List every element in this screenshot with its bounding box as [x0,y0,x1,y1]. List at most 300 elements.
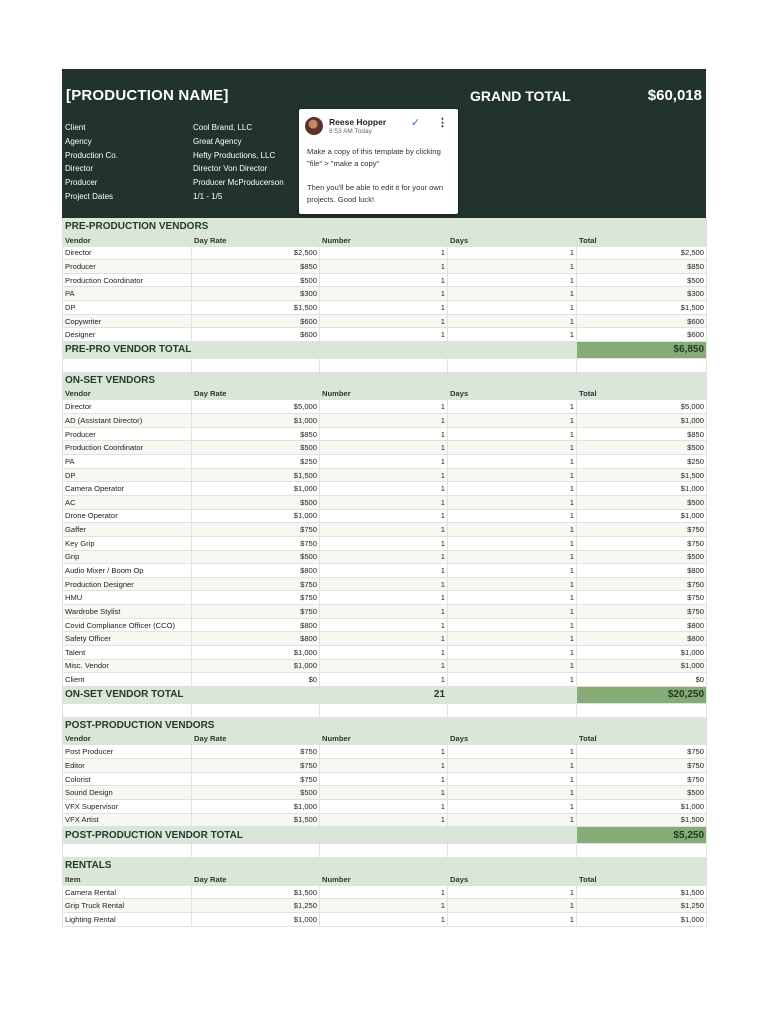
table-cell[interactable]: 1 [320,632,448,646]
info-value[interactable]: 1/1 - 1/5 [193,191,223,201]
comment-paragraph: Then you'll be able to edit it for your own projects. Good luck! [307,183,444,204]
info-row [65,149,284,163]
cell[interactable] [63,358,192,372]
table-cell[interactable]: 1 [448,759,577,773]
table-cell[interactable]: 1 [320,564,448,578]
section-header-row [63,717,707,733]
table-cell[interactable]: 1 [448,509,577,523]
table-cell[interactable]: 1 [448,536,577,550]
table-row [63,591,707,605]
table-cell[interactable]: Talent [63,646,192,660]
table-cell[interactable]: $500 [192,441,320,455]
table-cell[interactable]: 1 [320,482,448,496]
section-title[interactable]: POST-PRODUCTION VENDORS [63,717,320,733]
info-value[interactable]: Hefty Productions, LLC [193,150,276,160]
table-cell[interactable]: 1 [448,427,577,441]
info-row [65,190,284,204]
section-total-label[interactable]: POST-PRODUCTION VENDOR TOTAL [63,827,320,844]
table-cell[interactable]: $1,500 [577,301,707,315]
cell[interactable] [320,717,448,733]
table-cell[interactable]: 1 [320,523,448,537]
table-cell[interactable]: $1,000 [577,913,707,927]
table-cell[interactable]: Wardrobe Stylist [63,605,192,619]
column-header[interactable]: Vendor [63,234,192,246]
table-cell[interactable]: $750 [192,605,320,619]
resolve-check-icon[interactable]: ✓ [411,117,421,129]
column-header[interactable]: Day Rate [192,234,320,246]
table-row [63,495,707,509]
cell[interactable] [192,703,320,717]
production-title[interactable]: [PRODUCTION NAME] [66,87,229,104]
table-cell[interactable]: 1 [448,564,577,578]
table-cell[interactable]: $1,000 [577,646,707,660]
table-cell[interactable]: Key Grip [63,536,192,550]
cell[interactable] [448,827,577,844]
column-header[interactable]: Total [577,733,707,745]
table-cell[interactable]: 1 [448,550,577,564]
table-cell[interactable]: Director [63,400,192,414]
section-title[interactable]: PRE-PRODUCTION VENDORS [63,219,320,235]
column-header[interactable]: Item [63,873,192,885]
table-cell[interactable]: $750 [192,591,320,605]
table-cell[interactable]: $750 [577,772,707,786]
table-cell[interactable]: Copywriter [63,314,192,328]
table-row [63,536,707,550]
spacer-row [63,358,707,372]
table-cell[interactable]: $1,000 [192,482,320,496]
cell[interactable] [63,703,192,717]
column-header[interactable]: Days [448,234,577,246]
table-cell[interactable]: Grip [63,550,192,564]
table-cell[interactable]: $800 [577,618,707,632]
table-cell[interactable]: $1,500 [577,468,707,482]
table-cell[interactable]: 1 [448,605,577,619]
cell[interactable] [448,703,577,717]
table-cell[interactable]: 1 [448,899,577,913]
cell[interactable] [577,844,707,858]
table-cell[interactable]: 1 [448,745,577,759]
info-value[interactable]: Cool Brand, LLC [193,123,253,132]
column-header[interactable]: Day Rate [192,873,320,885]
table-cell[interactable]: Audio Mixer / Boom Op [63,564,192,578]
cell[interactable] [448,717,577,733]
table-cell[interactable]: 1 [448,523,577,537]
table-cell[interactable]: 1 [320,772,448,786]
table-cell[interactable]: $2,500 [577,246,707,260]
column-header[interactable]: Vendor [63,388,192,400]
table-cell[interactable]: VFX Artist [63,813,192,827]
table-cell[interactable]: 1 [320,260,448,274]
table-cell[interactable]: $750 [192,745,320,759]
table-cell[interactable]: 1 [448,913,577,927]
table-cell[interactable]: 1 [320,495,448,509]
table-cell[interactable]: $1,000 [192,509,320,523]
table-cell[interactable]: 1 [448,673,577,687]
table-cell[interactable]: 1 [320,301,448,315]
total-row [63,827,707,844]
grand-total-label[interactable]: GRAND TOTAL [470,88,571,104]
table-row [63,899,707,913]
table-cell[interactable]: $1,000 [192,414,320,428]
table-cell[interactable]: Misc. Vendor [63,659,192,673]
table-cell[interactable]: $750 [577,605,707,619]
table-cell[interactable]: 1 [448,482,577,496]
table-cell[interactable]: $250 [577,455,707,469]
table-cell[interactable]: $500 [192,273,320,287]
table-cell[interactable]: 1 [448,455,577,469]
column-header[interactable]: Days [448,733,577,745]
table-cell[interactable]: 1 [320,400,448,414]
column-header[interactable]: Day Rate [192,388,320,400]
table-cell[interactable]: Covid Compliance Officer (CCO) [63,618,192,632]
section-title[interactable]: RENTALS [63,858,320,874]
column-header[interactable]: Total [577,873,707,885]
cell[interactable] [448,686,577,703]
table-cell[interactable]: $800 [192,618,320,632]
table-cell[interactable]: 1 [448,273,577,287]
table-cell[interactable]: 1 [320,287,448,301]
table-cell[interactable]: Safety Officer [63,632,192,646]
table-cell[interactable]: $500 [192,786,320,800]
project-info [65,121,284,204]
table-cell[interactable]: 1 [448,659,577,673]
table-cell[interactable]: $1,500 [192,885,320,899]
cell[interactable] [577,703,707,717]
column-header[interactable]: Number [320,873,448,885]
table-row [63,618,707,632]
section-total-value[interactable]: $6,850 [577,341,707,358]
table-cell[interactable]: $1,500 [192,301,320,315]
table-cell[interactable]: 1 [320,427,448,441]
table-cell[interactable]: $850 [577,260,707,274]
table-row [63,482,707,496]
table-cell[interactable]: 1 [448,400,577,414]
table-cell[interactable]: $500 [192,495,320,509]
table-cell[interactable]: 1 [320,605,448,619]
table-cell[interactable]: Camera Operator [63,482,192,496]
table-cell[interactable]: $1,000 [577,659,707,673]
info-value[interactable]: Producer McProducerson [193,178,284,188]
comment-time: 8:53 AM Today [329,128,372,135]
table-cell[interactable]: $850 [192,427,320,441]
table-cell[interactable]: 1 [320,273,448,287]
table-cell[interactable]: 1 [320,659,448,673]
table-cell[interactable]: $1,000 [192,646,320,660]
table-cell[interactable]: 1 [448,414,577,428]
table-cell[interactable]: $800 [192,564,320,578]
table-cell[interactable]: $600 [192,328,320,342]
table-cell[interactable]: $750 [192,577,320,591]
table-cell[interactable]: $1,500 [577,885,707,899]
table-cell[interactable]: Gaffer [63,523,192,537]
table-cell[interactable]: 1 [320,441,448,455]
table-cell[interactable]: $5,000 [577,400,707,414]
table-cell[interactable]: $600 [577,314,707,328]
total-number[interactable]: 21 [320,686,448,703]
table-cell[interactable]: $750 [192,523,320,537]
table-cell[interactable]: $1,000 [577,509,707,523]
cell[interactable] [320,858,448,874]
table-cell[interactable]: 1 [320,246,448,260]
table-cell[interactable]: $750 [577,745,707,759]
table-row [63,314,707,328]
table-cell[interactable]: 1 [320,591,448,605]
info-label[interactable]: Client [65,123,86,132]
cell[interactable] [577,372,707,388]
table-cell[interactable]: VFX Supervisor [63,800,192,814]
table-cell[interactable]: $500 [192,550,320,564]
table-cell[interactable]: 1 [448,813,577,827]
table-cell[interactable]: $600 [192,314,320,328]
table-cell[interactable]: Post Producer [63,745,192,759]
table-cell[interactable]: $600 [577,328,707,342]
table-cell[interactable]: PA [63,287,192,301]
table-cell[interactable]: 1 [320,646,448,660]
total-number[interactable] [320,341,448,358]
table-cell[interactable]: Producer [63,427,192,441]
table-cell[interactable]: Grip Truck Rental [63,899,192,913]
info-row [65,135,284,149]
table-cell[interactable]: $1,250 [577,899,707,913]
table-cell[interactable]: $800 [577,564,707,578]
table-cell[interactable]: 1 [448,328,577,342]
table-cell[interactable]: $750 [577,759,707,773]
table-cell[interactable]: $850 [192,260,320,274]
section-total-value[interactable]: $5,250 [577,827,707,844]
column-header[interactable]: Number [320,234,448,246]
table-row [63,301,707,315]
table-row [63,509,707,523]
cell[interactable] [192,358,320,372]
table-cell[interactable]: Camera Rental [63,885,192,899]
table-cell[interactable]: $1,000 [192,659,320,673]
table-cell[interactable]: 1 [320,618,448,632]
table-row [63,659,707,673]
table-row [63,786,707,800]
table-cell[interactable]: $1,000 [577,482,707,496]
table-cell[interactable]: 1 [320,550,448,564]
table-cell[interactable]: $750 [192,536,320,550]
column-header[interactable]: Vendor [63,733,192,745]
table-cell[interactable]: $0 [192,673,320,687]
cell[interactable] [192,844,320,858]
table-cell[interactable]: $500 [577,441,707,455]
info-value[interactable]: Great Agency [193,136,242,146]
table-cell[interactable]: 1 [320,328,448,342]
table-cell[interactable]: 1 [320,536,448,550]
table-cell[interactable]: AC [63,495,192,509]
section-total-value[interactable]: $20,250 [577,686,707,703]
table-cell[interactable]: Producer [63,260,192,274]
table-cell[interactable]: $300 [192,287,320,301]
table-cell[interactable]: 1 [448,287,577,301]
info-value[interactable]: Director Von Director [193,164,268,174]
table-row [63,246,707,260]
info-label[interactable]: Director [65,164,94,174]
table-cell[interactable]: PA [63,455,192,469]
table-cell[interactable]: 1 [448,301,577,315]
cell[interactable] [63,844,192,858]
table-cell[interactable]: 1 [448,800,577,814]
table-cell[interactable]: Director [63,246,192,260]
table-cell[interactable]: $800 [192,632,320,646]
column-header[interactable]: Days [448,873,577,885]
table-row [63,441,707,455]
table-cell[interactable]: 1 [320,786,448,800]
table-cell[interactable]: 1 [448,632,577,646]
table-cell[interactable]: $500 [577,786,707,800]
table-cell[interactable]: 1 [448,246,577,260]
table-cell[interactable]: Editor [63,759,192,773]
table-cell[interactable]: Sound Design [63,786,192,800]
table-cell[interactable]: $1,000 [577,800,707,814]
table-cell[interactable]: 1 [320,913,448,927]
table-cell[interactable]: 1 [320,577,448,591]
cell[interactable] [577,858,707,874]
table-cell[interactable]: $1,000 [577,414,707,428]
grand-total-value[interactable]: $60,018 [647,87,702,104]
section-header-row [63,372,707,388]
table-cell[interactable]: $300 [577,287,707,301]
column-header[interactable]: Day Rate [192,733,320,745]
table-cell[interactable]: $850 [577,427,707,441]
table-row [63,772,707,786]
table-cell[interactable]: $500 [577,495,707,509]
table-cell[interactable]: $750 [577,536,707,550]
table-cell[interactable]: $500 [577,273,707,287]
table-cell[interactable]: 1 [320,885,448,899]
more-options-icon[interactable]: ⋮ [437,117,448,129]
table-row [63,427,707,441]
table-cell[interactable]: DP [63,468,192,482]
table-cell[interactable]: $1,500 [192,813,320,827]
table-cell[interactable]: Production Coordinator [63,441,192,455]
table-cell[interactable]: $250 [192,455,320,469]
table-cell[interactable]: $750 [192,772,320,786]
cell[interactable] [577,358,707,372]
table-cell[interactable]: 1 [448,885,577,899]
table-cell[interactable]: 1 [448,618,577,632]
table-row [63,400,707,414]
table-row [63,632,707,646]
table-cell[interactable]: 1 [448,314,577,328]
table-row [63,287,707,301]
cell[interactable] [448,372,577,388]
table-cell[interactable]: 1 [320,414,448,428]
table-cell[interactable]: 1 [320,314,448,328]
table-cell[interactable]: 1 [320,899,448,913]
table-cell[interactable]: $1,250 [192,899,320,913]
table-cell[interactable]: 1 [448,772,577,786]
table-row [63,605,707,619]
cell[interactable] [320,219,448,235]
cell[interactable] [448,358,577,372]
column-header[interactable]: Days [448,388,577,400]
cell[interactable] [577,219,707,235]
table-cell[interactable]: 1 [320,813,448,827]
table-cell[interactable]: 1 [320,455,448,469]
table-cell[interactable]: $750 [577,523,707,537]
table-cell[interactable]: 1 [448,260,577,274]
table-cell[interactable]: $1,500 [577,813,707,827]
table-cell[interactable]: $800 [577,632,707,646]
column-header[interactable]: Number [320,388,448,400]
spacer-row [63,844,707,858]
table-cell[interactable]: HMU [63,591,192,605]
table-row [63,328,707,342]
table-cell[interactable]: $500 [577,550,707,564]
cell[interactable] [448,844,577,858]
comment-card[interactable] [299,109,458,214]
table-cell[interactable]: Lighting Rental [63,913,192,927]
table-cell[interactable]: Production Coordinator [63,273,192,287]
info-label[interactable]: Project Dates [65,191,114,201]
table-cell[interactable]: 1 [320,509,448,523]
table-cell[interactable]: 1 [448,577,577,591]
cell[interactable] [577,717,707,733]
section-title[interactable]: ON-SET VENDORS [63,372,320,388]
table-cell[interactable]: 1 [320,673,448,687]
cell[interactable] [320,703,448,717]
table-cell[interactable]: $1,000 [192,913,320,927]
column-header[interactable]: Number [320,733,448,745]
comment-paragraph: Make a copy of this template by clicking "file" > "make a copy" [307,147,441,168]
table-cell[interactable]: 1 [448,495,577,509]
cell[interactable] [448,219,577,235]
table-cell[interactable]: Production Designer [63,577,192,591]
table-cell[interactable]: $0 [577,673,707,687]
total-number[interactable] [320,827,448,844]
table-cell[interactable]: AD (Assistant Director) [63,414,192,428]
table-cell[interactable]: $1,000 [192,800,320,814]
cell[interactable] [320,372,448,388]
table-cell[interactable]: Client [63,673,192,687]
table-cell[interactable]: 1 [320,468,448,482]
table-cell[interactable]: DP [63,301,192,315]
table-cell[interactable]: 1 [448,468,577,482]
table-cell[interactable]: 1 [448,646,577,660]
cell[interactable] [448,858,577,874]
section-total-label[interactable]: PRE-PRO VENDOR TOTAL [63,341,320,358]
table-cell[interactable]: $1,500 [192,468,320,482]
table-cell[interactable]: $2,500 [192,246,320,260]
section-total-label[interactable]: ON-SET VENDOR TOTAL [63,686,320,703]
table-cell[interactable]: $5,000 [192,400,320,414]
table-cell[interactable]: Colorist [63,772,192,786]
info-label[interactable]: Producer [65,178,98,188]
table-cell[interactable]: 1 [320,800,448,814]
cell[interactable] [320,358,448,372]
info-label[interactable]: Agency [65,136,92,146]
table-cell[interactable]: Designer [63,328,192,342]
table-cell[interactable]: 1 [320,759,448,773]
avatar [305,117,323,135]
table-cell[interactable]: 1 [320,745,448,759]
info-label[interactable]: Production Co. [65,150,118,160]
cell[interactable] [448,341,577,358]
column-header[interactable]: Total [577,234,707,246]
table-cell[interactable]: 1 [448,441,577,455]
cell[interactable] [320,844,448,858]
table-cell[interactable]: $750 [192,759,320,773]
table-cell[interactable]: 1 [448,591,577,605]
column-header[interactable]: Total [577,388,707,400]
table-cell[interactable]: Drone Operator [63,509,192,523]
table-cell[interactable]: $750 [577,577,707,591]
table-cell[interactable]: $750 [577,591,707,605]
table-cell[interactable]: 1 [448,786,577,800]
table-row [63,673,707,687]
